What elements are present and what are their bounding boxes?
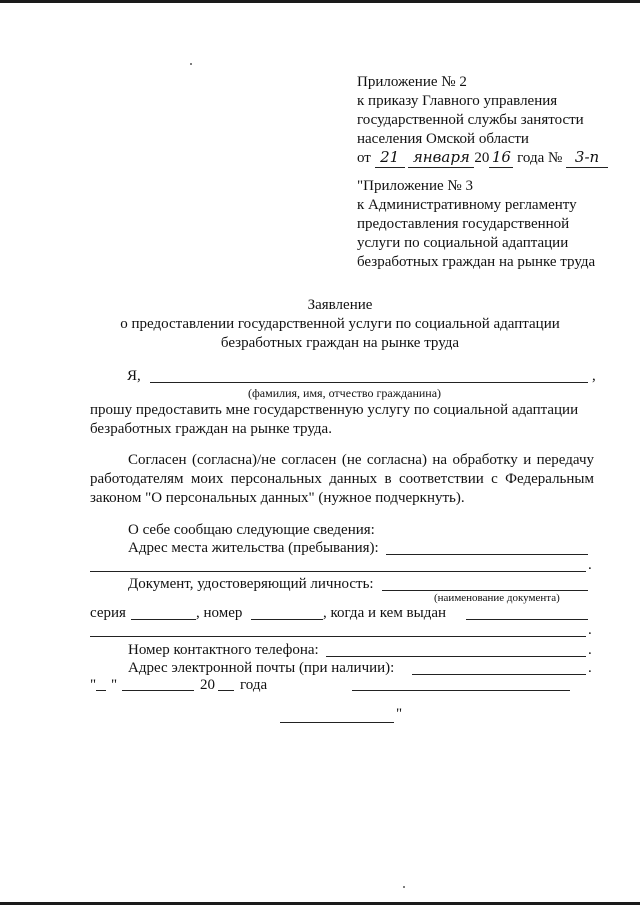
date-year-suffix: года [240, 677, 268, 693]
order-number: 3-п [566, 148, 608, 168]
number-field[interactable] [251, 619, 323, 620]
email-field[interactable] [412, 674, 586, 675]
date-number-label: года № [517, 150, 563, 166]
appendix2-line3: населения Омской области [357, 131, 529, 147]
appendix3-line2: предоставления государственной [357, 216, 570, 232]
scan-speck [403, 886, 405, 888]
date-year-prefix: 20 [474, 150, 490, 166]
appendix3-line4: безработных граждан на рынке труда [357, 254, 596, 270]
date-prefix: от [357, 150, 371, 166]
document-subtitle-line1: о предоставлении государственной услуги по социальной адаптации [120, 316, 560, 332]
document-label: Документ, удостоверяющий личность: [128, 576, 374, 592]
date-year-prefix-label: 20 [200, 677, 215, 693]
fio-caption: (фамилия, имя, отчество гражданина) [248, 386, 442, 400]
fio-comma: , [592, 368, 596, 384]
date-day: 21 [375, 148, 405, 168]
date-quote-close: " [111, 677, 118, 693]
date-quote-open: " [90, 677, 97, 693]
phone-period: . [588, 642, 592, 658]
i-label: Я, [127, 368, 141, 384]
date-month-field[interactable] [122, 690, 194, 691]
scan-speck [190, 63, 192, 65]
date-month: января [408, 148, 474, 168]
appendix2-line2: государственной службы занятости [357, 112, 584, 128]
series-label: серия [90, 605, 126, 621]
appendix3-title: "Приложение № 3 [357, 178, 473, 194]
appendix3-line3: услуги по социальной адаптации [357, 235, 569, 251]
request-line1: прошу предоставить мне государственную услугу по социальной адаптации [90, 402, 579, 418]
phone-field[interactable] [326, 656, 586, 657]
issued-period: . [588, 622, 592, 638]
appendix2-title: Приложение № 2 [357, 74, 467, 90]
email-period: . [588, 660, 592, 676]
date-year: 16 [489, 148, 513, 168]
date-day-field[interactable] [96, 690, 106, 691]
series-field[interactable] [131, 619, 196, 620]
page-top-border [0, 0, 640, 3]
address-field-line2[interactable] [90, 571, 586, 572]
issued-field-line2[interactable] [90, 636, 586, 637]
appendix2-line1: к приказу Главного управления [357, 93, 558, 109]
document-title: Заявление [307, 297, 373, 313]
order-date-line [357, 148, 608, 168]
appendix3-line1: к Административному регламенту [357, 197, 577, 213]
address-field[interactable] [386, 554, 588, 555]
address-period: . [588, 557, 592, 573]
date-year-field[interactable] [218, 690, 234, 691]
phone-label: Номер контактного телефона: [128, 642, 319, 658]
number-label: , номер [196, 605, 243, 621]
document-field[interactable] [382, 590, 588, 591]
closing-quote: " [396, 706, 403, 722]
document-subtitle-line2: безработных граждан на рынке труда [220, 335, 460, 351]
fio-field[interactable] [150, 382, 588, 383]
request-line2: безработных граждан на рынке труда. [90, 421, 332, 437]
info-intro: О себе сообщаю следующие сведения: [128, 522, 375, 538]
closing-line [280, 722, 394, 723]
consent-paragraph: Согласен (согласна)/не согласен (не согласна) на обработку и передачу работодателям моих персональных данных в соответствии с Федеральным законом "О персональных данных" (нужное подчеркнуть). [90, 452, 594, 506]
document-caption: (наименование документа) [434, 592, 560, 604]
issued-label: , когда и кем выдан [323, 605, 447, 621]
address-label: Адрес места жительства (пребывания): [128, 540, 379, 556]
email-label: Адрес электронной почты (при наличии): [128, 660, 395, 676]
issued-field[interactable] [466, 619, 588, 620]
signature-field[interactable] [352, 690, 570, 691]
